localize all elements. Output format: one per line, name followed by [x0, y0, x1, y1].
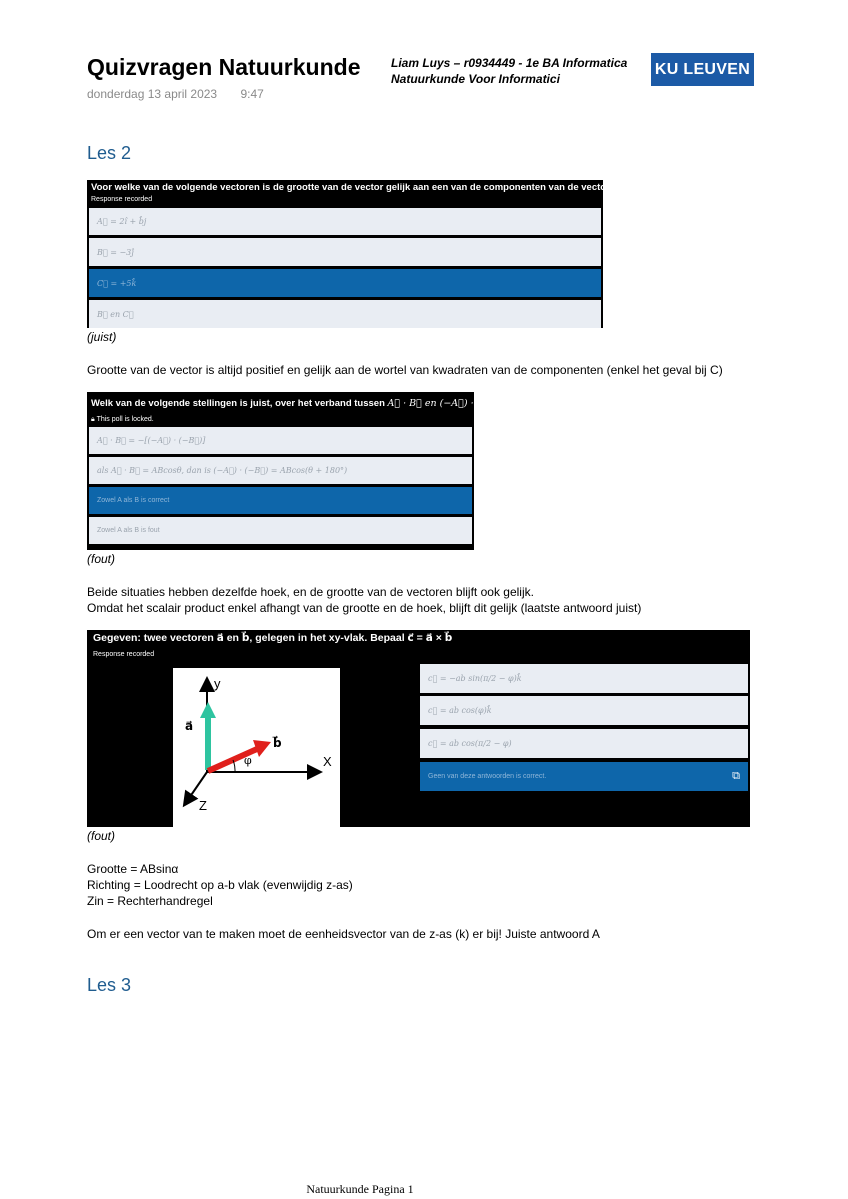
- lock-icon: 🔒︎: [91, 416, 95, 423]
- page-title: Quizvragen Natuurkunde: [87, 54, 361, 80]
- q1-option-c[interactable]: C⃗ = +5k̂: [89, 269, 601, 297]
- vector-b-label: b⃗: [273, 736, 282, 750]
- q3-option-c[interactable]: c⃗ = ab cos(π/2 − φ): [420, 729, 748, 758]
- author-block: [391, 55, 627, 87]
- poll-locked-text: This poll is locked.: [96, 416, 154, 423]
- question-2-prefix: Welk van de volgende stellingen is juist, over het verband tussen: [91, 398, 385, 409]
- q1-result: (juist): [87, 330, 117, 344]
- quiz-question-3: [87, 630, 750, 827]
- q2-result: (fout): [87, 552, 116, 566]
- course-line: Natuurkunde Voor Informatici: [391, 72, 560, 86]
- question-1-status: Response recorded: [91, 196, 153, 203]
- question-2-status: [91, 416, 154, 424]
- q3-option-b[interactable]: c⃗ = ab cos(φ)k̂: [420, 696, 748, 725]
- q1-explanation: Grootte van de vector is altijd positief en gelijk aan de wortel van kwadraten van de componenten (enkel het geval bij C): [87, 363, 723, 377]
- q3-conclusion: Om er een vector van te maken moet de eenheidsvector van de z-as (k) er bij! Juiste antwoord A: [87, 927, 600, 941]
- quiz-question-1: [87, 180, 616, 328]
- x-axis-label: X: [323, 754, 332, 769]
- y-axis-label: y: [214, 676, 221, 691]
- page-footer: Natuurkunde Pagina 1: [306, 1182, 414, 1196]
- response-icon: ⧉: [732, 770, 740, 782]
- time-text: 9:47: [240, 87, 264, 101]
- date-text: donderdag 13 april 2023: [87, 87, 218, 101]
- section-heading-les2: Les 2: [87, 143, 132, 163]
- author-line: Liam Luys – r0934449 - 1e BA Informatica: [391, 56, 628, 70]
- q1-option-a[interactable]: A⃗ = 2î + b̂j: [89, 208, 601, 235]
- question-3-status: Response recorded: [93, 651, 155, 658]
- q3-explanation-line3: Zin = Rechterhandregel: [87, 894, 213, 908]
- vector-a-head: [200, 702, 216, 718]
- page-date: [87, 87, 284, 101]
- q1-option-d[interactable]: B⃗ en C⃗: [89, 300, 601, 328]
- q2-option-b[interactable]: als A⃗ · B⃗ = ABcosθ, dan is (−A⃗) · (−B⃗) = ABcos(θ + 180°): [89, 457, 472, 484]
- q3-option-d[interactable]: [420, 762, 748, 791]
- question-2-math: A⃗ · B⃗ en (−A⃗) · (−B⃗) ?: [387, 398, 513, 409]
- question-3-text: Gegeven: twee vectoren a⃗ en b⃗, gelegen in het xy-vlak. Bepaal c⃗ = a⃗ × b⃗: [93, 632, 453, 644]
- question-2-text: [91, 398, 513, 409]
- quiz-question-2: [87, 392, 513, 550]
- q2-option-c[interactable]: Zowel A als B is correct: [89, 487, 472, 514]
- q3-option-d-label: Geen van deze antwoorden is correct.: [428, 773, 547, 780]
- ku-leuven-logo: KU LEUVEN: [651, 53, 754, 86]
- vector-a-label: a⃗: [185, 719, 194, 733]
- q2-explanation-line1: Beide situaties hebben dezelfde hoek, en de grootte van de vectoren blijft ook gelijk.: [87, 585, 534, 599]
- q3-result: (fout): [87, 829, 116, 843]
- q3-explanation-line1: Grootte = ABsinα: [87, 862, 179, 876]
- phi-label: φ: [244, 754, 252, 767]
- q3-option-a[interactable]: c⃗ = −ab sin(π/2 − φ)k̂: [420, 664, 748, 693]
- vector-diagram: [173, 668, 340, 827]
- z-axis-label: Z: [199, 798, 207, 813]
- question-1-text: Voor welke van de volgende vectoren is de grootte van de vector gelijk aan een van de componenten van de vector?: [91, 182, 616, 193]
- q3-explanation-line2: Richting = Loodrecht op a-b vlak (evenwijdig z-as): [87, 878, 353, 892]
- vector-diagram-svg: [173, 668, 340, 827]
- q2-option-d[interactable]: Zowel A als B is fout: [89, 517, 472, 544]
- q2-explanation-line2: Omdat het scalair product enkel afhangt van de grootte en de hoek, blijft dit gelijk (laatste antwoord juist): [87, 601, 642, 615]
- q1-option-b[interactable]: B⃗ = −3ĵ: [89, 238, 601, 266]
- section-heading-les3: Les 3: [87, 975, 132, 995]
- q2-option-a[interactable]: A⃗ · B⃗ = −[(−A⃗) · (−B⃗)]: [89, 427, 472, 454]
